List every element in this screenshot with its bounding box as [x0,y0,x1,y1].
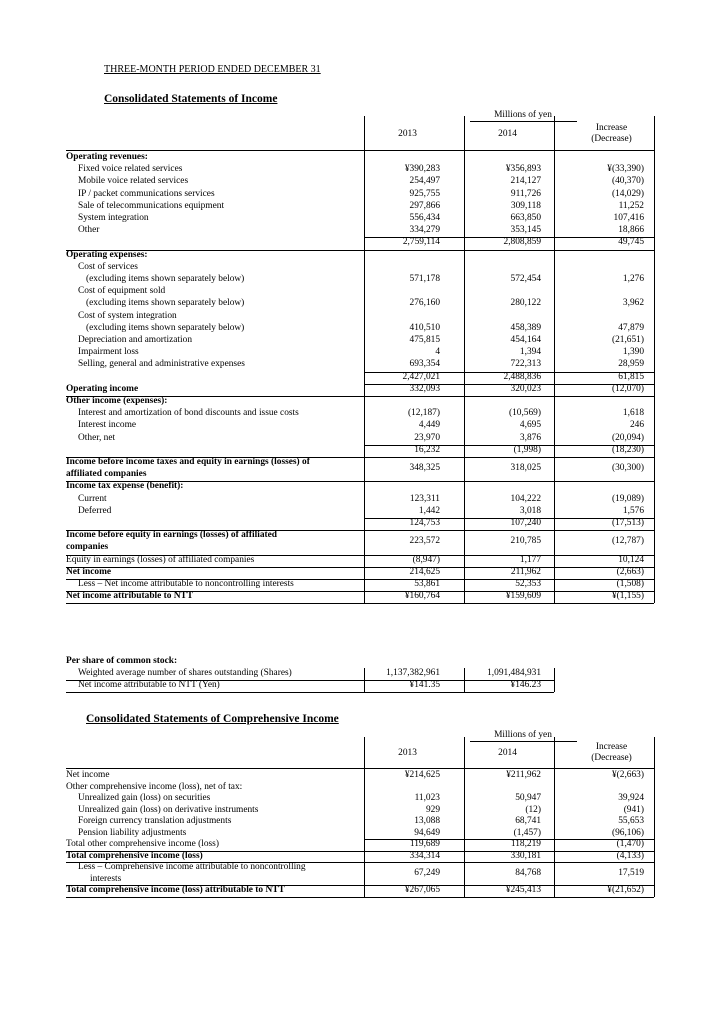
cell-v3: 18,866 [618,225,644,236]
row-label: Interest income [78,420,137,431]
per-share-v2: ¥146.23 [510,680,541,690]
cell-v3: (17,513) [611,518,644,528]
cell-v1: 297,866 [409,200,440,211]
cell-v3: 11,252 [618,200,644,211]
cell-v1: 214,625 [409,566,440,577]
row-label: Other, net [78,432,116,443]
cell-v2: 1,177 [519,554,541,565]
cell-v3: 1,390 [622,347,644,358]
cell-v1: 254,497 [409,176,440,187]
row-label-continued: affiliated companies [66,469,147,480]
row-label: Deferred [78,505,112,516]
column-separator [554,116,555,603]
row-label: Current [78,493,107,504]
cell-v3: (2,663) [616,566,644,577]
cell-v2: 214,127 [510,176,541,187]
income-unit-label: Millions of yen [494,110,552,120]
row-label: Cost of system integration [78,310,177,321]
row-label: IP / packet communications services [78,188,215,199]
row-label: Interest and amortization of bond discounts and issue costs [78,408,299,419]
column-separator [554,737,555,897]
row-label-continued: interests [90,873,122,884]
cell-v1: 556,434 [409,213,440,223]
cell-v1: 124,753 [409,518,440,528]
column-separator [654,116,655,603]
cell-v3: (40,370) [611,176,644,187]
row-label: System integration [78,213,149,223]
column-separator [464,668,465,692]
row-label: Sale of telecommunications equipment [78,200,225,211]
row-label: Cost of services [78,261,138,272]
cell-v2: 1,394 [519,347,541,358]
cell-v3: (14,029) [611,188,644,199]
cell-v2: 3,018 [519,505,541,516]
cell-v1: 119,689 [409,839,440,849]
cell-v2: 663,850 [510,213,541,223]
cell-v1: 123,311 [409,493,440,504]
cell-v3: (19,089) [611,493,644,504]
cell-v3: 47,879 [618,322,644,333]
cell-v1: ¥160,764 [404,591,440,602]
cell-v2: 320,023 [510,383,541,394]
cell-v3: ¥(1,155) [611,591,644,602]
income-col-2013: 2013 [398,129,417,139]
cell-v2: 318,025 [510,463,541,474]
cell-v1: 53,861 [414,579,440,589]
cell-v1: ¥390,283 [404,164,440,175]
column-separator [364,737,365,897]
row-label: Net income [66,770,110,780]
cell-v3: (30,300) [611,463,644,474]
cell-v1: 2,427,021 [402,371,440,382]
per-share-v1: ¥141.35 [409,680,440,690]
cell-v3: 246 [629,420,644,431]
column-separator [554,668,555,692]
cell-v3: (21,651) [611,335,644,345]
cell-v1: 410,510 [409,322,440,333]
cell-v1: 13,088 [414,816,440,826]
cell-v3: (18,230) [611,444,644,455]
cell-v3: (96,106) [611,827,644,838]
table-top-rule [66,768,654,769]
column-separator [654,737,655,897]
row-rule [364,518,654,519]
cell-v2: 353,145 [510,225,541,236]
row-rule [66,250,654,251]
cell-v1: 67,249 [414,867,440,878]
cell-v2: 911,726 [510,188,541,199]
row-label: (excluding items shown separately below) [86,298,245,309]
row-label-continued: companies [66,542,109,553]
cell-v2: ¥159,609 [505,591,541,602]
cell-v1: 929 [425,804,440,815]
row-label: Equity in earnings (losses) of affiliated companies [66,554,255,565]
cell-v2: 210,785 [510,536,541,547]
cell-v2: ¥245,413 [505,885,541,895]
cell-v2: 458,389 [510,322,541,333]
cell-v1: 4,449 [418,420,440,431]
cell-v3: ¥(2,663) [611,770,644,780]
per-share-v1: 1,137,382,961 [386,668,440,678]
cell-v1: 334,279 [409,225,440,236]
cell-v2: 280,122 [510,298,541,309]
cell-v2: ¥211,962 [506,770,541,780]
cell-v2: (10,569) [508,408,541,419]
row-label: Net income attributable to NTT [66,591,194,602]
row-label: Pension liability adjustments [78,827,187,838]
row-label: Depreciation and amortization [78,335,193,345]
row-label: (excluding items shown separately below) [86,274,245,284]
cell-v2: (1,998) [513,444,541,455]
row-label: (excluding items shown separately below) [86,322,245,333]
cell-v2: 50,947 [515,793,541,803]
cell-v2: (1,457) [513,827,541,838]
row-rule [364,384,654,385]
cell-v2: 107,240 [510,518,541,528]
cell-v3: (1,470) [616,839,644,849]
row-label: Other income (expenses): [66,396,168,406]
cell-v3: (12,787) [611,536,644,547]
table-top-rule [66,150,654,151]
row-label: Selling, general and administrative expenses [78,359,245,370]
row-label: Foreign currency translation adjustments [78,816,232,826]
row-label: Fixed voice related services [78,164,183,175]
cell-v2: 330,181 [510,850,541,861]
row-label: Other [78,225,100,236]
cell-v3: (941) [623,804,644,815]
income-col-change-1: Increase [595,123,628,133]
row-label: Net income [66,566,112,577]
cell-v3: 39,924 [618,793,644,803]
row-label: Income before equity in earnings (losses) of affiliated [66,530,278,541]
cell-v1: 925,755 [409,188,440,199]
row-label: Income before income taxes and equity in earnings (losses) of [66,457,310,467]
per-share-label: Weighted average number of shares outstanding (Shares) [78,668,292,678]
cell-v3: ¥(21,652) [607,885,644,895]
cell-v1: 223,572 [409,536,440,547]
cell-v1: 4 [435,347,440,358]
cell-v3: 28,959 [618,359,644,370]
cell-v3: 1,576 [622,505,644,516]
cell-v2: 309,118 [510,200,541,211]
cell-v1: 2,759,114 [402,237,440,248]
cell-v2: 4,695 [519,420,541,431]
column-separator [364,116,365,603]
cell-v2: 3,876 [519,432,541,443]
row-label: Income tax expense (benefit): [66,481,184,492]
cell-v1: (12,187) [407,408,440,419]
cell-v2: 722,313 [510,359,541,370]
cell-v3: 55,653 [618,816,644,826]
row-label: Impairment loss [78,347,139,358]
column-separator [464,116,465,603]
per-share-heading: Per share of common stock: [66,656,178,666]
row-label: Operating expenses: [66,249,148,260]
cell-v3: 61,815 [618,371,644,382]
row-label: Total comprehensive income (loss) attributable to NTT [66,885,285,895]
cell-v2: 572,454 [510,274,541,284]
row-label: Total other comprehensive income (loss) [66,839,219,849]
row-rule [364,445,654,446]
cell-v1: 693,354 [409,359,440,370]
row-label: Operating income [66,383,139,394]
cell-v3: 107,416 [613,213,644,223]
per-share-v2: 1,091,484,931 [487,668,541,678]
column-separator [364,668,365,692]
comprehensive-col-2013: 2013 [398,748,417,758]
cell-v1: 16,232 [414,444,440,455]
per-share-rule [66,692,554,693]
row-label: Less – Comprehensive income attributable to noncontrolling [78,862,306,872]
cell-v1: 94,649 [414,827,440,838]
income-title: Consolidated Statements of Income [104,93,278,105]
row-label: Unrealized gain (loss) on derivative instruments [78,804,259,815]
cell-v3: 17,519 [618,867,644,878]
cell-v3: 1,276 [622,274,644,284]
cell-v2: 68,741 [515,816,541,826]
cell-v2: ¥356,893 [505,164,541,175]
period-heading: THREE-MONTH PERIOD ENDED DECEMBER 31 [104,64,321,75]
cell-v1: (8,947) [412,554,440,565]
cell-v1: 11,023 [414,793,440,803]
cell-v1: 332,093 [409,383,440,394]
cell-v3: 1,618 [622,408,644,419]
cell-v2: 84,768 [515,867,541,878]
table-bottom-rule [66,603,654,604]
row-label: Mobile voice related services [78,176,189,187]
table-bottom-rule [66,897,654,898]
cell-v1: 348,325 [409,463,440,474]
cell-v2: 104,222 [510,493,541,504]
cell-v2: 2,808,859 [503,237,541,248]
cell-v1: 334,314 [409,850,440,861]
cell-v3: ¥(33,390) [607,164,644,175]
cell-v2: 2,488,836 [503,371,541,382]
income-col-2014: 2014 [498,129,517,139]
cell-v2: 454,164 [510,335,541,345]
comprehensive-col-change-1: Increase [595,742,628,752]
cell-v2: 118,219 [510,839,541,849]
cell-v2: 211,962 [510,566,541,577]
row-label: Operating revenues: [66,152,148,162]
cell-v3: (20,094) [611,432,644,443]
cell-v1: 276,160 [409,298,440,309]
comprehensive-col-change-2: (Decrease) [591,753,632,763]
row-label: Cost of equipment sold [78,286,166,297]
cell-v2: 52,353 [515,579,541,589]
cell-v1: 1,442 [418,505,440,516]
cell-v3: (1,508) [616,579,644,589]
row-rule [364,839,654,840]
row-label: Total comprehensive income (loss) [66,850,203,861]
comprehensive-unit-label: Millions of yen [494,730,552,740]
comprehensive-title: Consolidated Statements of Comprehensive Income [86,713,339,725]
cell-v3: (12,070) [611,383,644,394]
cell-v1: 475,815 [409,335,440,345]
cell-v3: 3,962 [622,298,644,309]
cell-v2: (12) [525,804,541,815]
cell-v1: ¥214,625 [404,770,440,780]
row-label: Unrealized gain (loss) on securities [78,793,211,803]
row-rule [66,567,654,568]
per-share-label: Net income attributable to NTT (Yen) [78,680,220,690]
cell-v3: 10,124 [618,554,644,565]
comprehensive-col-2014: 2014 [498,748,517,758]
income-col-change-2: (Decrease) [591,134,632,144]
row-label: Less – Net income attributable to noncontrolling interests [78,579,294,589]
cell-v1: ¥267,065 [404,885,440,895]
cell-v3: 49,745 [618,237,644,248]
column-separator [464,737,465,897]
cell-v1: 23,970 [414,432,440,443]
cell-v1: 571,178 [409,274,440,284]
row-label: Other comprehensive income (loss), net of tax: [66,781,243,792]
cell-v3: (4,133) [616,850,644,861]
